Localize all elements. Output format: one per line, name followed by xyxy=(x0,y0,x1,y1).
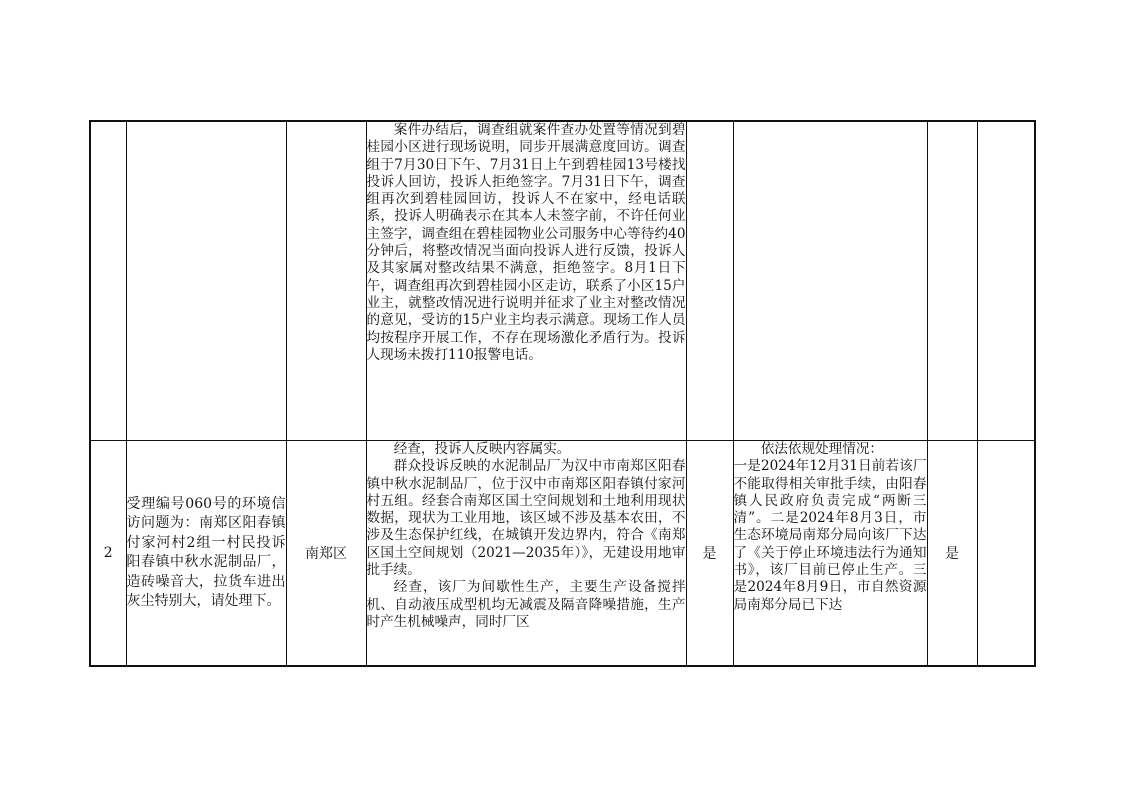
row-index xyxy=(90,121,126,441)
accountability-cell: 是 xyxy=(927,441,977,667)
handling-cell xyxy=(733,121,927,441)
accountability-cell xyxy=(927,121,977,441)
findings-cell xyxy=(366,121,686,441)
findings-paragraph: 经查，该厂为间歇性生产，主要生产设备搅拌机、自动液压成型机均无减震及隔音降噪措施，生产时产生机械噪声，同时厂区 xyxy=(366,579,686,630)
handling-cell xyxy=(733,441,927,667)
handling-paragraph: 依法依规处理情况： xyxy=(760,441,884,457)
is-true-cell: 是 xyxy=(686,441,733,667)
row-index: 2 xyxy=(90,441,126,667)
findings-paragraph: 群众投诉反映的水泥制品厂为汉中市南郑区阳春镇中秋水泥制品厂，位于汉中市南郑区阳春镇付家河村五组。经套合南郑区国土空间规划和土地利用现状数据，现状为工业用地，该区域不涉及基本农田，不涉及生态保护红线，在城镇开发边界内，符合《南郑区国土空间规划（2021—2035年）》，无建设用地审批手续。 xyxy=(366,458,686,579)
handling-paragraph: 一是2024年12月31日前若该厂不能取得相关审批手续，由阳春镇人民政府负责完成“两断三清”。二是2024年8月3日，市生态环境局南郑分局向该厂下达了《关于停止环境违法行为通知书》，该厂目前已停止生产。三是2024年8月9日，市自然资源局南郑分局已下达 xyxy=(733,458,927,613)
complaint-description xyxy=(126,121,286,441)
is-true-cell xyxy=(686,121,733,441)
district xyxy=(286,121,366,441)
findings-paragraph: 案件办结后，调查组就案件查办处置等情况到碧桂园小区进行现场说明，同步开展满意度回访。调查组于7月30日下午、7月31日上午到碧桂园13号楼找投诉人回访，投诉人拒绝签字。7月31日下午，调查组再次到碧桂园回访，投诉人不在家中，经电话联系，投诉人明确表示在其本人未签字前，不许任何业主签字，调查组在碧桂园物业公司服务中心等待约40分钟后，将整改情况当面向投诉人进行反馈，投诉人及其家属对整改结果不满意，拒绝签字。8月1日下午，调查组再次到碧桂园小区走访，联系了小区15户业主，就整改情况进行说明并征求了业主对整改情况的意见，受访的15户业主均表示满意。现场工作人员均按程序开展工作，不存在现场激化矛盾行为。投诉人现场未拨打110报警电话。 xyxy=(366,122,686,363)
findings-cell xyxy=(366,441,686,667)
remark-cell xyxy=(977,441,1035,667)
remark-cell xyxy=(977,121,1035,441)
table-row xyxy=(90,441,1035,667)
district: 南郑区 xyxy=(286,441,366,667)
complaint-description: 受理编号060号的环境信访问题为：南郑区阳春镇付家河村2组一村民投诉阳春镇中秋水泥制品厂，造砖噪音大，拉货车进出灰尘特别大，请处理下。 xyxy=(126,441,286,667)
findings-paragraph: 经查，投诉人反映内容属实。 xyxy=(393,441,571,457)
complaint-table xyxy=(89,120,1036,667)
table-row xyxy=(90,121,1035,441)
